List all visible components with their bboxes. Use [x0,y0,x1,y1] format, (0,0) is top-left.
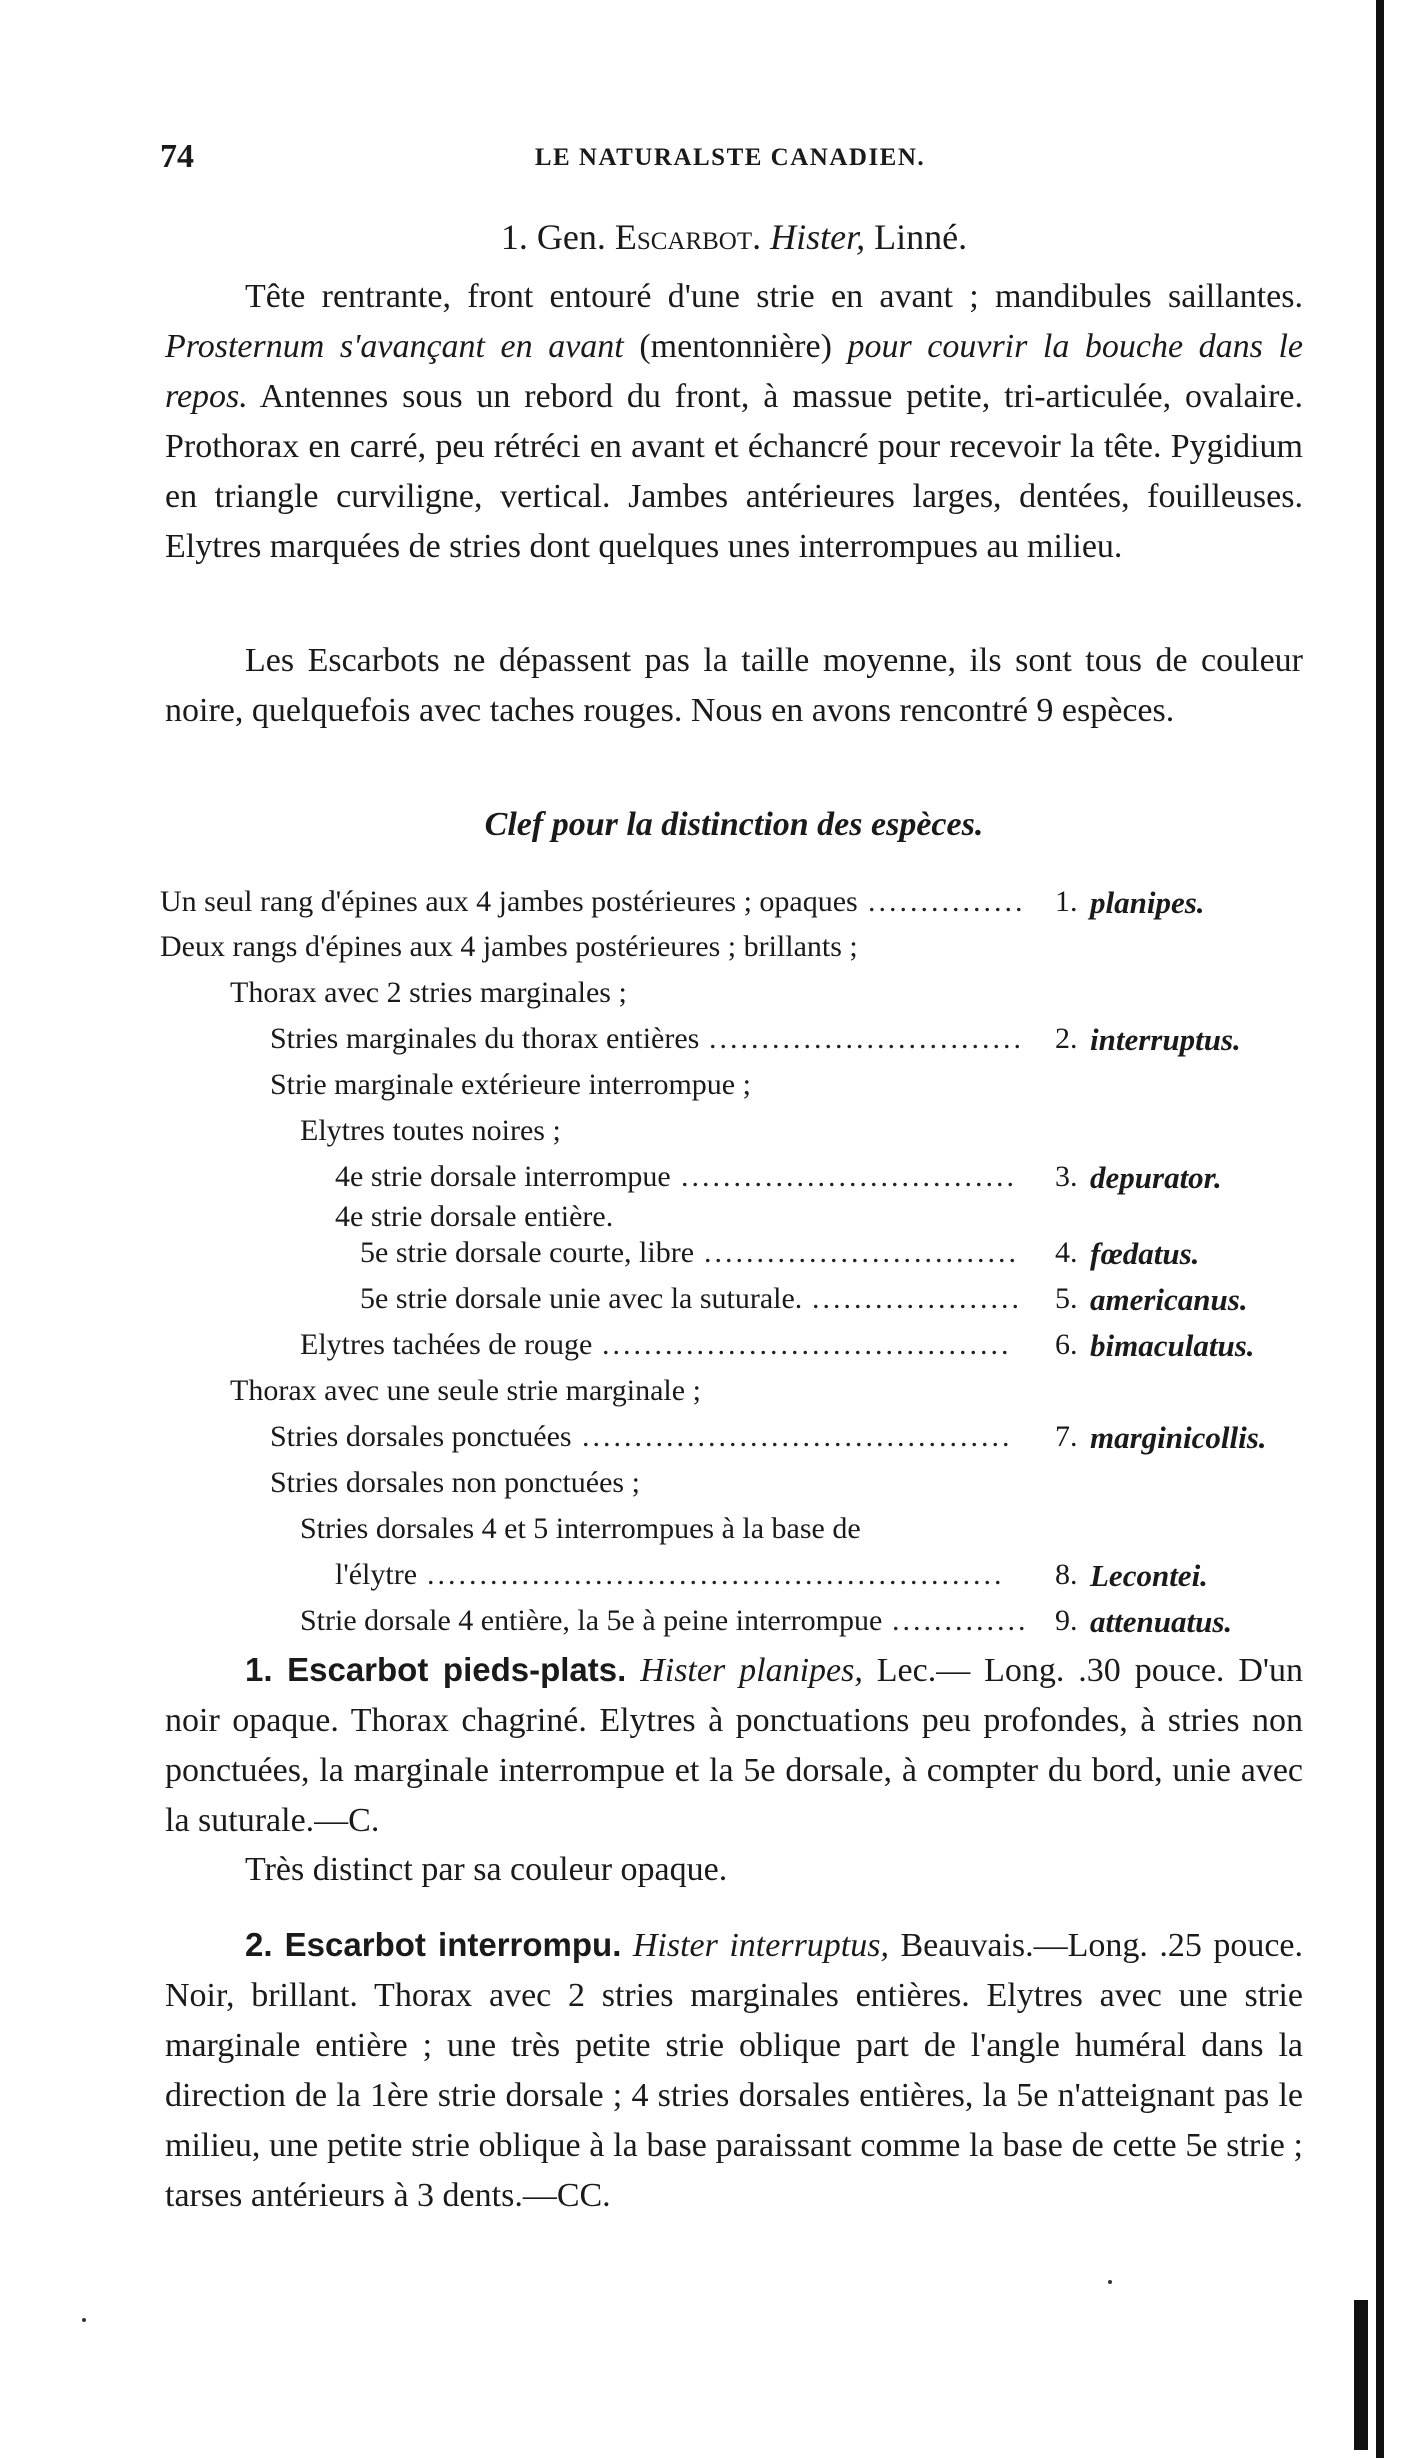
key-line-text: 4e strie dorsale interrompue [335,1160,671,1193]
key-line [160,1022,1300,1066]
key-line [160,1604,1300,1648]
genus-note: Les Escarbots ne dépassent pas la taille moyenne, ils sont tous de couleur noire, quelquefois avec taches rouges. Nous en avons rencontré 9 espèces. [165,642,1303,729]
key-line [160,976,1300,1020]
key-leader-dots: .............................. [709,1022,1024,1055]
key-line-text: Strie marginale extérieure interrompue ; [270,1068,751,1101]
key-species-name: attenuatus. [1090,1604,1233,1639]
genus-description [165,272,1303,572]
key-line [160,1374,1300,1418]
key-line-text: Un seul rang d'épines aux 4 jambes postérieures ; opaques [160,885,858,918]
key-line-text: Deux rangs d'épines aux 4 jambes postérieures ; brillants ; [160,930,858,963]
key-line-text: 5e strie dorsale courte, libre [360,1236,695,1269]
key-line [160,885,1300,929]
key-line-text: Thorax avec une seule strie marginale ; [230,1374,701,1407]
key-title: Clef pour la distinction des espèces. [484,806,984,843]
key-line-text: Elytres toutes noires ; [300,1114,561,1147]
key-leader-dots: ................................ [681,1160,1017,1193]
key-species-name: americanus. [1090,1282,1248,1317]
key-species-number: 8. [1055,1558,1078,1591]
key-leader-dots: ....................................... [602,1328,1012,1361]
genus-author: Linné. [874,217,968,257]
key-line-text: Stries dorsales ponctuées [270,1420,572,1453]
species-1-heading: 1. Escarbot pieds-plats. [245,1651,627,1688]
key-species-number: 4. [1055,1236,1078,1269]
ink-speck [82,2318,86,2322]
species-2-heading: 2. Escarbot interrompu. [245,1926,622,1963]
species-1-text: Lec.— Long. .30 pouce. D'un noir opaque. Thorax chagriné. Elytres à ponctuations peu profondes, à stries non ponctuées, la marginale interrompue et la 5e dorsale, à compter du bord, unie avec la suturale.—C. [165,1652,1303,1839]
key-line [160,1512,1300,1556]
page-edge-mark [1354,2300,1368,2450]
key-line [160,1558,1300,1602]
key-species-number: 2. [1055,1022,1078,1055]
key-species-name: bimaculatus. [1090,1328,1255,1363]
page-edge-shadow [1376,0,1384,2458]
key-species-number: 7. [1055,1420,1078,1453]
genus-number: 1. [500,217,528,257]
key-line [160,1114,1300,1158]
key-line-text: l'élytre [335,1558,418,1591]
running-title: LE NATURALSTE CANADIEN. [534,144,926,171]
key-line-text: 4e strie dorsale entière. [335,1200,614,1233]
key-leader-dots: ............. [892,1604,1029,1637]
key-species-number: 6. [1055,1328,1078,1361]
key-line [160,1420,1300,1464]
key-species-name: marginicollis. [1090,1420,1267,1455]
desc-text: Antennes sous un rebord du front, à massue petite, tri-articulée, ovalaire. Prothorax en carré, peu rétréci en avant et échancré pour recevoir la tête. Pygidium en triangle curviligne, vertical. Jambes antérieures larges, dentées, fouilleuses. Elytres marquées de stries dont quelques unes interrompues au milieu. [165,378,1303,565]
key-species-name: interruptus. [1090,1022,1241,1057]
key-species-number: 1. [1055,885,1078,918]
key-leader-dots: ....................................................... [427,1558,1005,1591]
desc-text: Tête rentrante, front entouré d'une strie en avant ; mandibules saillantes. [245,278,1303,315]
species-2-entry [165,1920,1303,2221]
key-line-text: Thorax avec 2 stries marginales ; [230,976,627,1009]
key-line-text: Stries marginales du thorax entières [270,1022,700,1055]
key-line [160,1466,1300,1510]
key-line-text: Stries dorsales non ponctuées ; [270,1466,640,1499]
ink-speck [1108,2280,1112,2284]
species-2-latin: Hister interruptus, [632,1927,889,1964]
key-species-name: Lecontei. [1090,1558,1208,1593]
species-2-text: Beauvais.—Long. .25 pouce. Noir, brillant. Thorax avec 2 stries marginales entières. Elytres avec une strie marginale entière ; une très petite strie oblique part de l'angle huméral dans la direction de la 1ère strie dorsale ; 4 stries dorsales entières, la 5e n'atteignant pas le milieu, une petite strie oblique à la base paraissant comme la base de cette 5e strie ; tarses antérieurs à 3 dents.—CC. [165,1927,1304,2214]
key-line-text: Stries dorsales 4 et 5 interrompues à la base de [300,1512,861,1545]
key-line-text: Strie dorsale 4 entière, la 5e à peine interrompue [300,1604,883,1637]
key-leader-dots: ......................................... [582,1420,1013,1453]
key-line [160,1236,1300,1280]
genus-abbrev: Gen. [536,217,606,257]
desc-text: (mentonnière) [623,328,848,365]
key-line [160,1160,1300,1204]
key-species-name: planipes. [1090,885,1205,920]
genus-latin: Hister, [770,217,866,257]
key-leader-dots: ............... [868,885,1026,918]
key-line [160,1068,1300,1112]
desc-italic: Prosternum s'avançant en avant [165,328,624,365]
species-1-latin: Hister planipes, [640,1652,863,1689]
species-1-entry [165,1645,1303,1846]
key-line [160,1282,1300,1326]
key-species-name: depurator. [1090,1160,1222,1195]
genus-name: Escarbot. [614,217,762,257]
key-leader-dots: .................... [812,1282,1022,1315]
species-1-note: Très distinct par sa couleur opaque. [245,1851,728,1888]
key-species-number: 5. [1055,1282,1078,1315]
page-number: 74 [160,138,194,175]
page-header [160,138,1300,178]
key-leader-dots: .............................. [704,1236,1019,1269]
key-species-name: fœdatus. [1090,1236,1200,1271]
key-line [160,1328,1300,1372]
key-line-text: 5e strie dorsale unie avec la suturale. [360,1282,803,1315]
genus-heading [165,212,1303,262]
key-species-number: 3. [1055,1160,1078,1193]
desc-italic: pour couvrir la bouche dans le repos. [165,328,1304,415]
key-species-number: 9. [1055,1604,1078,1637]
key-line-text: Elytres tachées de rouge [300,1328,593,1361]
key-line [160,930,1300,974]
